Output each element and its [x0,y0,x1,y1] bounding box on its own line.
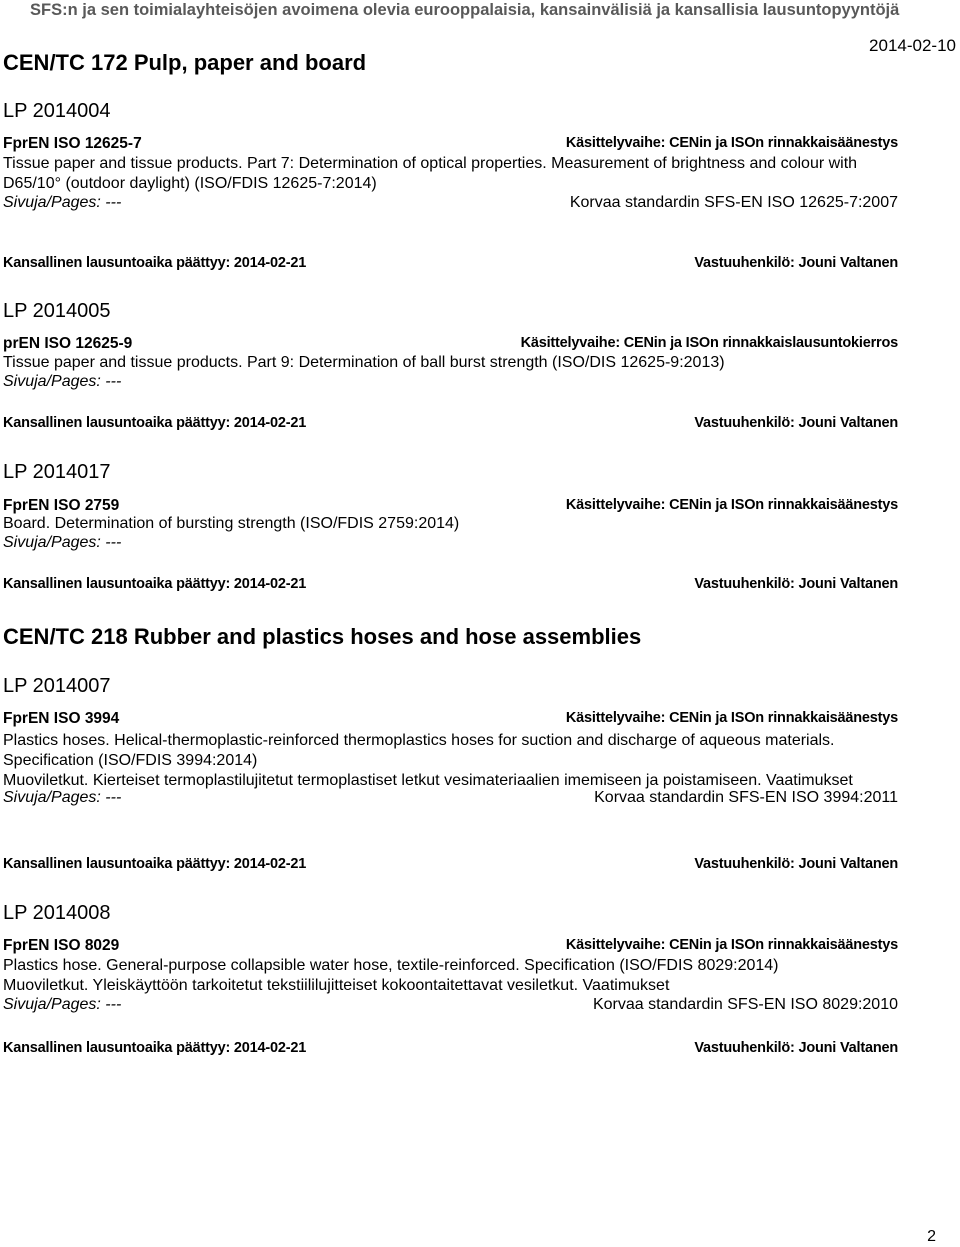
committee-title: CEN/TC 172 Pulp, paper and board [3,50,367,75]
pages-row [3,789,898,809]
pages-row [3,194,898,214]
code-stage-row [3,937,898,957]
description-line: Plastics hoses. Helical-thermoplastic-reinforced thermoplastics hoses for suction and discharge of aqueous materials. [3,732,835,749]
processing-stage: Käsittelyvaihe: CENin ja ISOn rinnakkaisäänestys [565,497,898,513]
committee-header-172 [0,36,958,80]
description [3,956,898,996]
description-line: Muoviletkut. Kierteiset termoplastilujitetut termoplastiset letkut vesimateriaalien imemiseen ja poistamiseen. Vaatimukset [3,772,853,789]
contact-person: Vastuuhenkilö: Jouni Valtanen [694,415,898,431]
code-stage-row [3,135,898,155]
pages-count: Sivuja/Pages: --- [3,534,122,551]
pages-row [3,996,898,1016]
description [3,514,898,534]
comment-deadline: Kansallinen lausuntoaika päättyy: 2014-02-21 [3,1040,307,1056]
pages-count: Sivuja/Pages: --- [3,789,122,806]
comment-deadline: Kansallinen lausuntoaika päättyy: 2014-02-21 [3,415,307,431]
committee-title: CEN/TC 218 Rubber and plastics hoses and hose assemblies [3,624,642,649]
lp-number: LP 2014004 [3,100,111,122]
contact-person: Vastuuhenkilö: Jouni Valtanen [694,856,898,872]
processing-stage: Käsittelyvaihe: CENin ja ISOn rinnakkaisäänestys [565,135,898,151]
description-line: Tissue paper and tissue products. Part 9: Determination of ball burst strength (ISO/DIS 12625-9:2013) [3,354,725,371]
pages-row [3,534,898,554]
description [3,731,898,791]
code-stage-row [3,335,898,355]
contact-person: Vastuuhenkilö: Jouni Valtanen [694,1040,898,1056]
deadline-row [3,1040,898,1060]
contact-person: Vastuuhenkilö: Jouni Valtanen [694,255,898,271]
standard-code: FprEN ISO 2759 [3,497,120,514]
standard-code: FprEN ISO 8029 [3,937,120,954]
description-line: Plastics hose. General-purpose collapsible water hose, textile-reinforced. Specification (ISO/FDIS 8029:2014) [3,957,779,974]
description-line: Board. Determination of bursting strength (ISO/FDIS 2759:2014) [3,515,460,532]
description [3,154,898,194]
document-date: 2014-02-10 [869,36,956,55]
lp-number: LP 2014005 [3,300,111,322]
page-number: 2 [927,1228,936,1245]
contact-person: Vastuuhenkilö: Jouni Valtanen [694,576,898,592]
deadline-row [3,856,898,876]
replaces-standard: Korvaa standardin SFS-EN ISO 8029:2010 [592,996,898,1013]
pages-count: Sivuja/Pages: --- [3,194,122,211]
running-header: SFS:n ja sen toimialayhteisöjen avoimena olevia eurooppalaisia, kansainvälisiä ja kansallisia lausuntopyyntöjä [30,1,900,19]
comment-deadline: Kansallinen lausuntoaika päättyy: 2014-02-21 [3,576,307,592]
standard-code: prEN ISO 12625-9 [3,335,133,352]
replaces-standard: Korvaa standardin SFS-EN ISO 12625-7:2007 [569,194,898,211]
processing-stage: Käsittelyvaihe: CENin ja ISOn rinnakkaisäänestys [565,937,898,953]
pages-row [3,373,898,393]
standard-code: FprEN ISO 12625-7 [3,135,142,152]
standard-code: FprEN ISO 3994 [3,710,120,727]
processing-stage: Käsittelyvaihe: CENin ja ISOn rinnakkaislausuntokierros [520,335,898,351]
pages-count: Sivuja/Pages: --- [3,996,122,1013]
lp-number: LP 2014017 [3,461,111,483]
comment-deadline: Kansallinen lausuntoaika päättyy: 2014-02-21 [3,255,307,271]
description [3,353,898,373]
description-line: D65/10° (outdoor daylight) (ISO/FDIS 12625-7:2014) [3,175,377,192]
deadline-row [3,255,898,275]
lp-number: LP 2014008 [3,902,111,924]
replaces-standard: Korvaa standardin SFS-EN ISO 3994:2011 [594,789,898,806]
comment-deadline: Kansallinen lausuntoaika päättyy: 2014-02-21 [3,856,307,872]
processing-stage: Käsittelyvaihe: CENin ja ISOn rinnakkaisäänestys [565,710,898,726]
description-line: Muoviletkut. Yleiskäyttöön tarkoitetut tekstiililujitteiset kokoontaitettavat vesiletkut. Vaatimukset [3,977,670,994]
lp-number: LP 2014007 [3,675,111,697]
description-line: Specification (ISO/FDIS 3994:2014) [3,752,258,769]
pages-count: Sivuja/Pages: --- [3,373,122,390]
deadline-row [3,415,898,435]
code-stage-row [3,710,898,730]
description-line: Tissue paper and tissue products. Part 7: Determination of optical properties. Measurement of brightness and colour with [3,155,858,172]
deadline-row [3,576,898,596]
